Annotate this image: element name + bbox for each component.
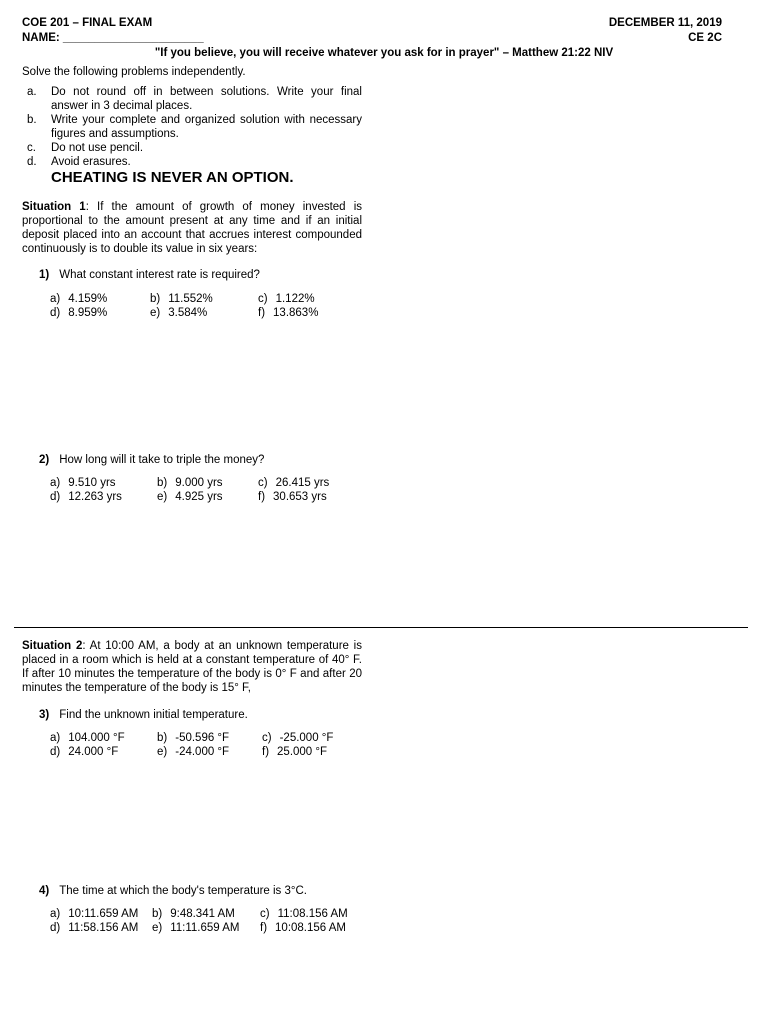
- choice-f: [258, 490, 327, 504]
- cheating-warning: CHEATING IS NEVER AN OPTION.: [51, 169, 294, 186]
- instruction-text: Do not use pencil.: [51, 142, 144, 154]
- choice-label: c): [258, 293, 268, 305]
- instruction-text: Avoid erasures.: [51, 156, 131, 168]
- instructions-intro: Solve the following problems independently.: [22, 66, 246, 78]
- choice-label: a): [50, 732, 61, 744]
- choice-value: 104.000 °F: [68, 732, 125, 744]
- choice-label: b): [157, 732, 168, 744]
- choice-label: b): [157, 477, 168, 489]
- choice-f: [260, 921, 346, 935]
- choice-label: c): [262, 732, 272, 744]
- choice-value: 4.159%: [68, 293, 108, 305]
- choice-value: 11:08.156 AM: [277, 908, 348, 920]
- choice-value: 26.415 yrs: [275, 477, 330, 489]
- instruction-text: Do not round off in between solutions. Write your final answer in 3 decimal places.: [51, 86, 362, 112]
- instruction-letter: b.: [27, 114, 37, 126]
- choice-label: d): [50, 922, 61, 934]
- choice-a: [50, 476, 116, 490]
- choice-d: [50, 490, 122, 504]
- choice-value: 11:11.659 AM: [170, 922, 240, 934]
- situation-1-label: Situation 1: [22, 201, 86, 213]
- choice-c: [258, 292, 315, 306]
- question-4: [39, 884, 307, 898]
- instruction-letter: c.: [27, 142, 36, 154]
- choice-label: a): [50, 908, 61, 920]
- choice-value: 4.925 yrs: [175, 491, 223, 503]
- choice-f: [262, 745, 327, 759]
- choice-value: 30.653 yrs: [273, 491, 327, 503]
- choice-label: f): [260, 922, 268, 934]
- choice-value: 13.863%: [273, 307, 319, 319]
- section-label: CE 2C: [688, 32, 722, 44]
- question-2: [39, 453, 264, 467]
- choice-label: f): [258, 491, 266, 503]
- choice-value: -24.000 °F: [175, 746, 230, 758]
- question-number: 1): [39, 269, 50, 281]
- question-text: How long will it take to triple the money?: [59, 454, 265, 466]
- choice-e: [152, 921, 240, 935]
- choice-label: f): [258, 307, 266, 319]
- situation-2-text: : At 10:00 AM, a body at an unknown temperature is placed in a room which is held at a constant temperature of 40° F. If after 10 minutes the temperature of the body is 0° F and after 20 minutes the temperature of the body is 15° F,: [22, 640, 362, 694]
- choice-value: -25.000 °F: [279, 732, 334, 744]
- instruction-text: Write your complete and organized solution with necessary figures and assumptions.: [51, 114, 362, 140]
- choice-e: [157, 745, 229, 759]
- choice-value: 12.263 yrs: [68, 491, 122, 503]
- choice-label: d): [50, 491, 61, 503]
- choice-value: 10:08.156 AM: [275, 922, 347, 934]
- choice-value: 9:48.341 AM: [170, 908, 235, 920]
- choice-value: 8.959%: [68, 307, 108, 319]
- situation-1: [22, 200, 362, 256]
- choice-value: 11.552%: [168, 293, 213, 305]
- question-text: What constant interest rate is required?: [59, 269, 260, 281]
- choice-label: d): [50, 307, 61, 319]
- choice-value: 25.000 °F: [277, 746, 328, 758]
- name-field-label: NAME: ______________________: [22, 32, 204, 44]
- choice-label: a): [50, 477, 61, 489]
- choice-label: f): [262, 746, 270, 758]
- choice-label: a): [50, 293, 61, 305]
- choice-a: [50, 292, 107, 306]
- question-1: [39, 268, 260, 282]
- question-text: The time at which the body's temperature is 3°C.: [59, 885, 308, 897]
- situation-1-text: : If the amount of growth of money invested is proportional to the amount present at any time and if an initial deposit placed into an account that accrues interest compounded continuously is to double its value in six years:: [22, 201, 362, 255]
- choice-label: b): [152, 908, 163, 920]
- choice-value: 9.510 yrs: [68, 477, 116, 489]
- choice-f: [258, 306, 318, 320]
- quote: "If you believe, you will receive whatever you ask for in prayer" – Matthew 21:22 NIV: [154, 47, 614, 59]
- exam-date: DECEMBER 11, 2019: [608, 17, 722, 29]
- choice-d: [50, 921, 138, 935]
- question-number: 4): [39, 885, 50, 897]
- instruction-letter: d.: [27, 156, 37, 168]
- choice-b: [152, 907, 235, 921]
- choice-b: [150, 292, 213, 306]
- choice-label: e): [152, 922, 163, 934]
- situation-2-label: Situation 2: [22, 640, 83, 652]
- choice-d: [50, 306, 107, 320]
- choice-a: [50, 907, 138, 921]
- exam-title: COE 201 – FINAL EXAM: [22, 17, 153, 29]
- question-number: 3): [39, 709, 50, 721]
- choice-c: [262, 731, 333, 745]
- choice-value: 3.584%: [168, 307, 208, 319]
- choice-value: 10:11.659 AM: [68, 908, 139, 920]
- question-3: [39, 708, 248, 722]
- choice-value: 11:58.156 AM: [68, 922, 139, 934]
- choice-b: [157, 476, 223, 490]
- question-text: Find the unknown initial temperature.: [59, 709, 248, 721]
- choice-label: e): [157, 746, 168, 758]
- choice-label: c): [258, 477, 268, 489]
- choice-b: [157, 731, 229, 745]
- choice-label: e): [150, 307, 161, 319]
- choice-label: e): [157, 491, 168, 503]
- choice-e: [157, 490, 223, 504]
- choice-e: [150, 306, 207, 320]
- choice-c: [260, 907, 348, 921]
- section-divider: [14, 627, 748, 628]
- choice-d: [50, 745, 118, 759]
- choice-label: c): [260, 908, 270, 920]
- situation-2: [22, 639, 362, 695]
- choice-value: -50.596 °F: [175, 732, 230, 744]
- instruction-letter: a.: [27, 86, 37, 98]
- choice-c: [258, 476, 329, 490]
- choice-value: 24.000 °F: [68, 746, 119, 758]
- question-number: 2): [39, 454, 50, 466]
- choice-value: 1.122%: [275, 293, 315, 305]
- choice-a: [50, 731, 125, 745]
- choice-label: d): [50, 746, 61, 758]
- choice-label: b): [150, 293, 161, 305]
- choice-value: 9.000 yrs: [175, 477, 223, 489]
